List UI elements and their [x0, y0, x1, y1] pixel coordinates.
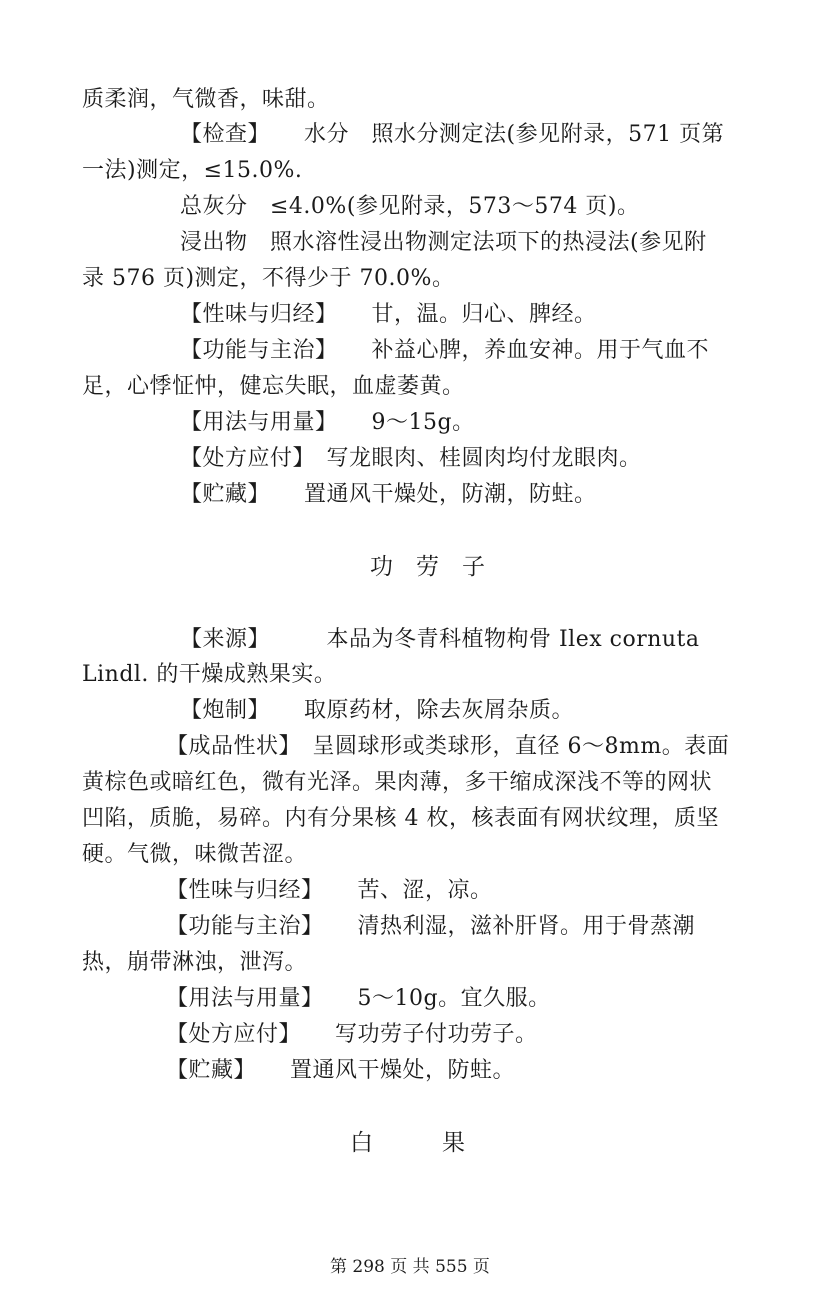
text-line: 【来源】 本品为冬青科植物枸骨 Ilex cornuta [180, 627, 700, 652]
text-line: 【检查】 水分 照水分测定法(参见附录，571 页第 [180, 122, 725, 147]
text-line: Lindl. 的干燥成熟果实。 [82, 662, 337, 687]
text-line: 【炮制】 取原药材，除去灰屑杂质。 [180, 698, 575, 723]
text-line: 【处方应付】 写功劳子付功劳子。 [166, 1022, 538, 1047]
text-line: 【性味与归经】 甘，温。归心、脾经。 [180, 302, 597, 327]
text-line: 质柔润，气微香，味甜。 [82, 87, 330, 112]
text-line: 热，崩带淋浊，泄泻。 [82, 950, 308, 975]
text-line: 【功能与主治】 补益心脾，养血安神。用于气血不 [180, 338, 710, 363]
section-title: 白 果 [350, 1130, 465, 1156]
text-line: 【用法与用量】 5～10g。宜久服。 [166, 986, 551, 1011]
text-line: 凹陷，质脆，易碎。内有分果核 4 枚，核表面有网状纹理，质坚 [82, 806, 719, 831]
text-line: 【用法与用量】 9～15g。 [180, 410, 475, 435]
text-line: 【成品性状】 呈圆球形或类球形，直径 6～8mm。表面 [166, 734, 730, 759]
text-line: 总灰分 ≤4.0%(参见附录，573～574 页)。 [180, 194, 640, 219]
text-line: 录 576 页)测定，不得少于 70.0%。 [82, 266, 455, 291]
section-title: 功 劳 子 [370, 554, 485, 580]
text-line: 一法)测定，≤15.0%. [82, 158, 303, 183]
text-line: 硬。气微，味微苦涩。 [82, 842, 308, 867]
page-number-footer: 第 298 页 共 555 页 [330, 1257, 490, 1277]
text-line: 足，心悸怔忡，健忘失眠，血虚萎黄。 [82, 374, 465, 399]
text-line: 黄棕色或暗红色，微有光泽。果肉薄，多干缩成深浅不等的网状 [82, 770, 713, 795]
text-line: 【贮藏】 置通风干燥处，防蛀。 [166, 1058, 516, 1083]
text-line: 浸出物 照水溶性浸出物测定法项下的热浸法(参见附 [180, 230, 707, 255]
text-line: 【性味与归经】 苦、涩，凉。 [166, 878, 493, 903]
text-line: 【贮藏】 置通风干燥处，防潮，防蛀。 [180, 482, 597, 507]
text-line: 【功能与主治】 清热利湿，滋补肝肾。用于骨蒸潮 [166, 914, 696, 939]
text-line: 【处方应付】 写龙眼肉、桂圆肉均付龙眼肉。 [180, 446, 642, 471]
